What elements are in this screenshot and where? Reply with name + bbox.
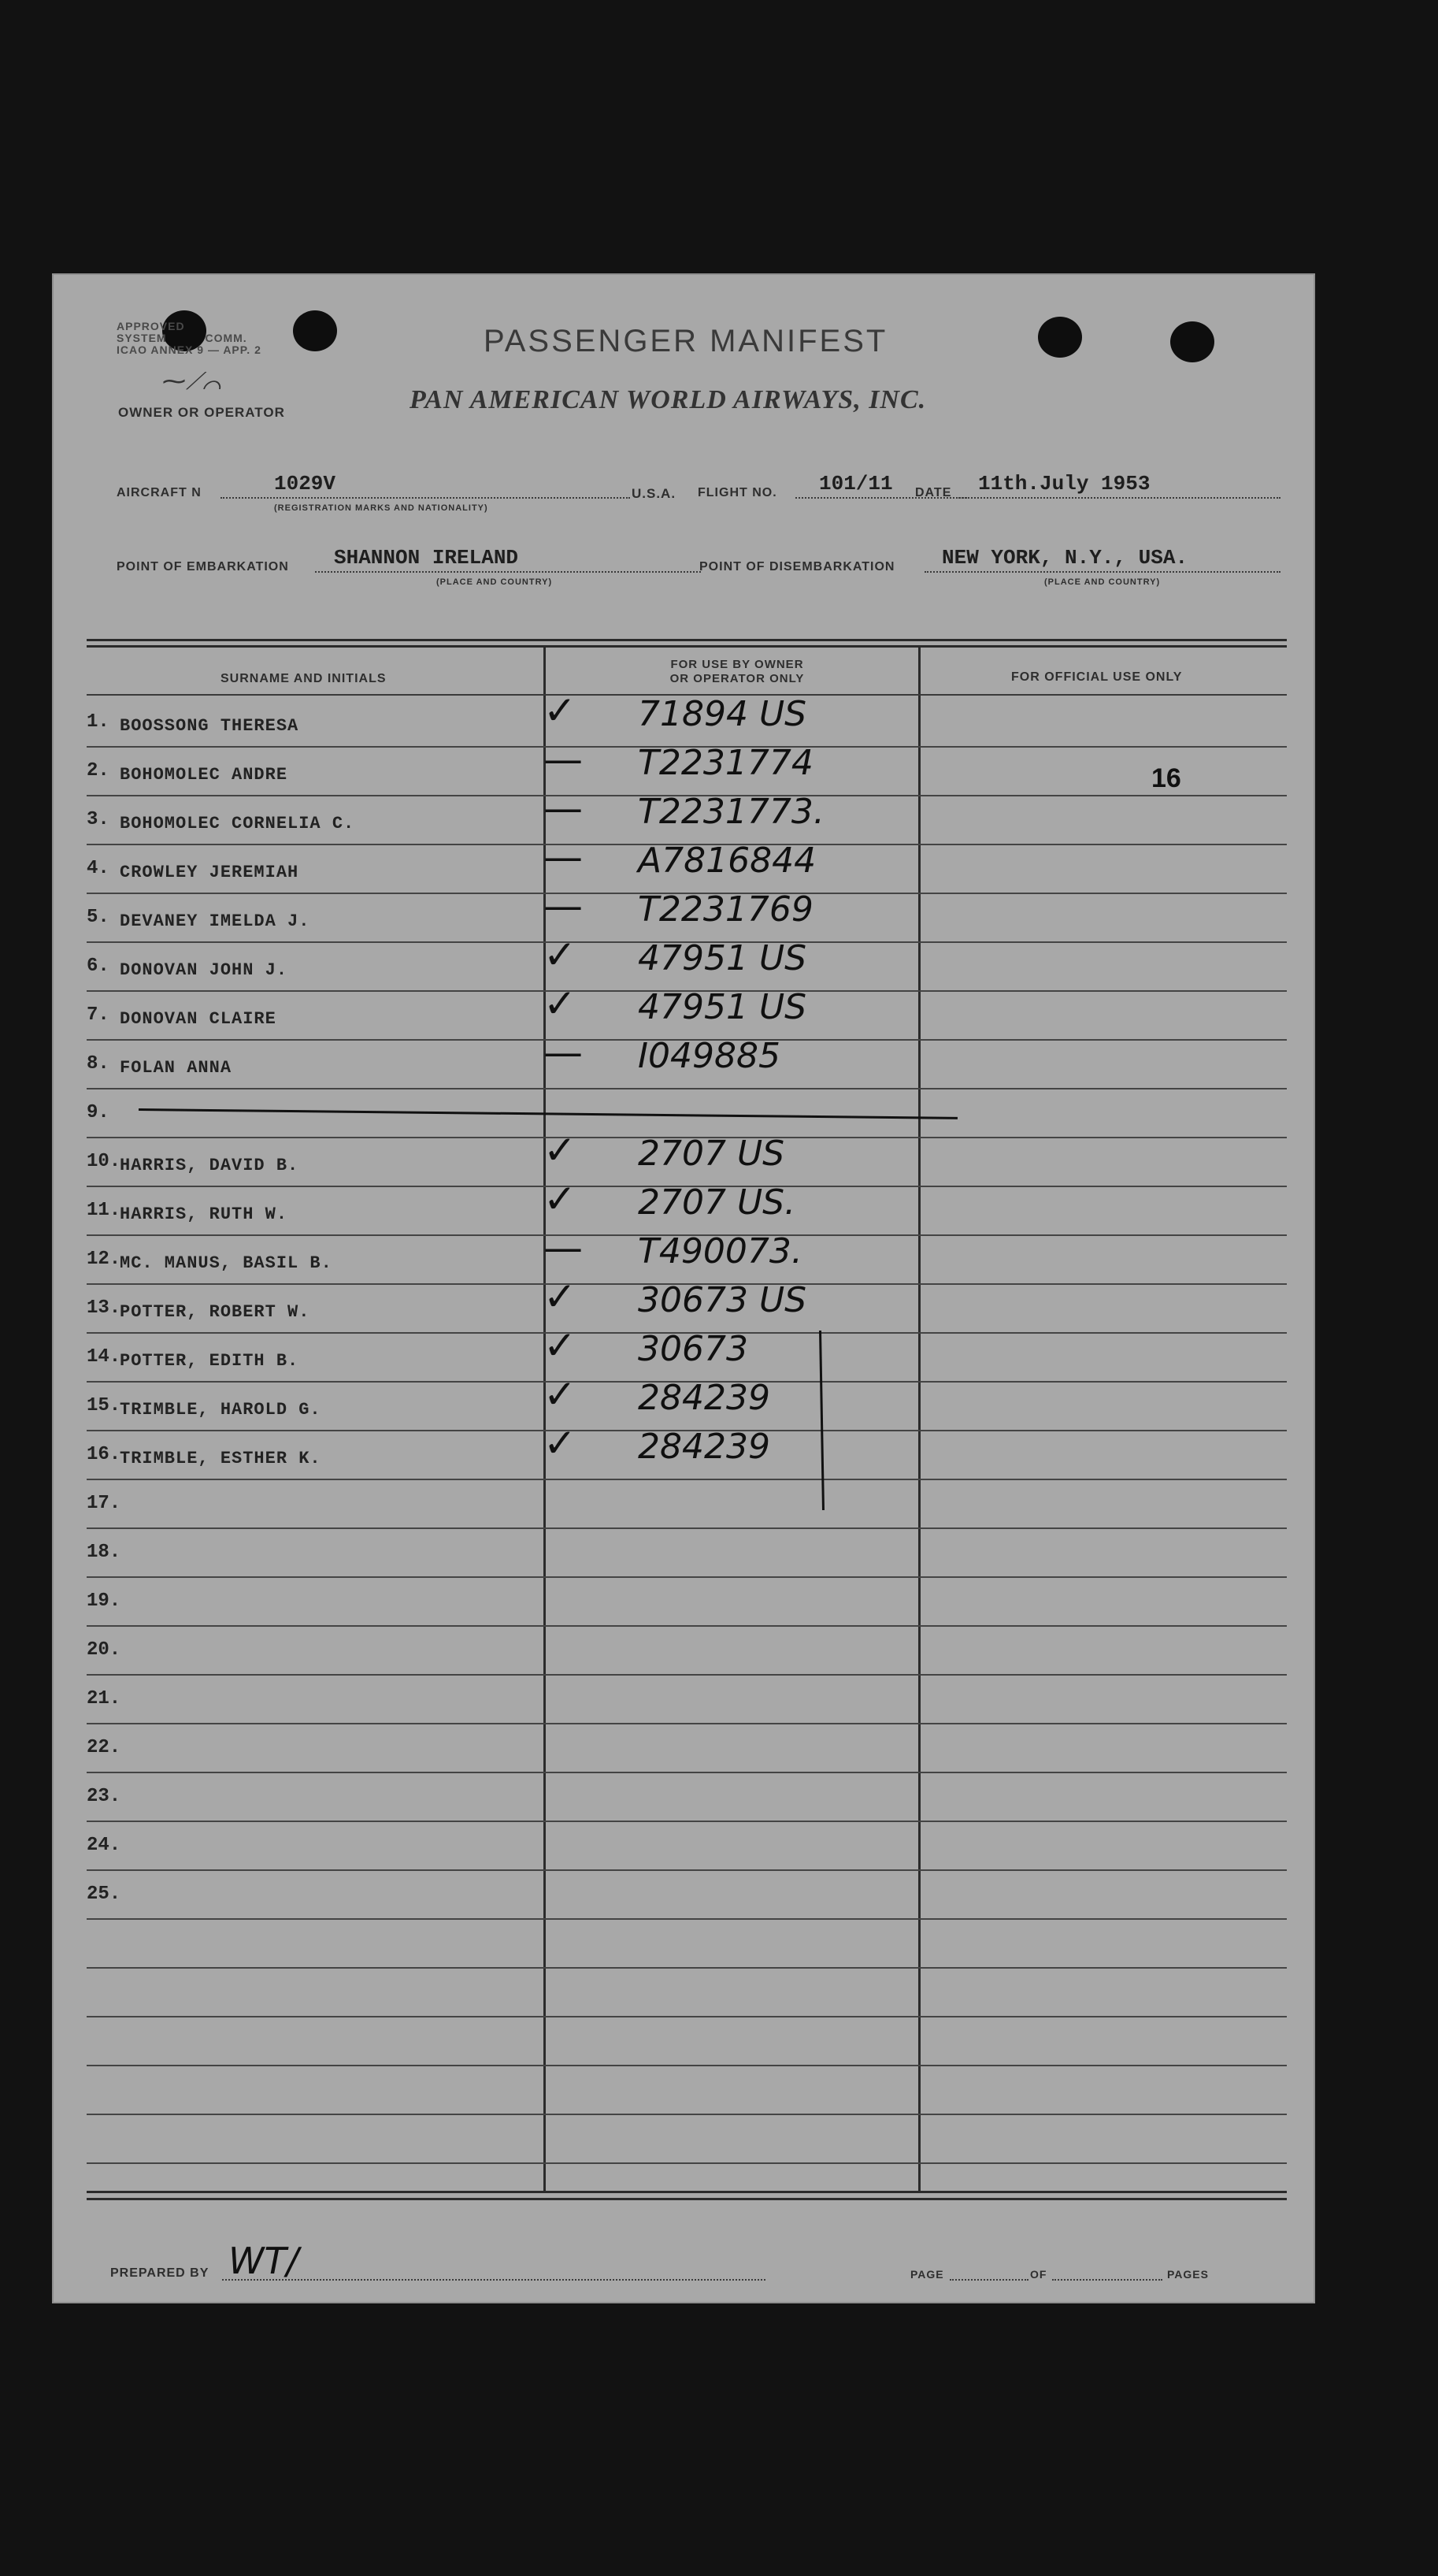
row-number: 2. xyxy=(87,760,109,781)
embarkation-label: POINT OF EMBARKATION xyxy=(117,560,289,573)
row-number: 11. xyxy=(87,1200,121,1221)
row-number: 20. xyxy=(87,1639,121,1661)
flight-value: 101/11 xyxy=(819,472,893,496)
document-number: A7816844 xyxy=(638,841,817,881)
official-count: 16 xyxy=(1151,763,1181,793)
check-mark: ✓ xyxy=(543,932,576,978)
table-row xyxy=(87,1920,1287,1969)
check-mark: — xyxy=(543,1030,583,1075)
punch-hole xyxy=(1038,317,1082,358)
row-number: 21. xyxy=(87,1688,121,1709)
check-mark: ✓ xyxy=(543,1372,576,1417)
table-row xyxy=(87,981,1287,1041)
airline-name: PAN AMERICAN WORLD AIRWAYS, INC. xyxy=(410,385,927,414)
column-header-official: FOR OFFICIAL USE ONLY xyxy=(1011,670,1183,684)
check-mark: — xyxy=(543,737,583,782)
table-row xyxy=(87,1372,1287,1431)
table-row xyxy=(87,2066,1287,2115)
document-number: 284239 xyxy=(638,1378,770,1418)
table-row xyxy=(87,2017,1287,2066)
row-number: 19. xyxy=(87,1591,121,1612)
table-row xyxy=(87,1969,1287,2017)
table-row xyxy=(87,688,1287,748)
column-header-owner-use: FOR USE BY OWNER OR OPERATOR ONLY xyxy=(669,658,805,685)
row-number: 14. xyxy=(87,1346,121,1368)
passenger-name: FOLAN ANNA xyxy=(120,1058,232,1078)
page-label: PAGE xyxy=(910,2268,944,2281)
table-row xyxy=(87,1724,1287,1773)
row-number: 4. xyxy=(87,858,109,879)
page-title: PASSENGER MANIFEST xyxy=(484,324,888,358)
owner-label: OWNER OR OPERATOR xyxy=(118,405,285,420)
passenger-name: DEVANEY IMELDA J. xyxy=(120,911,310,931)
disembarkation-sub: (PLACE AND COUNTRY) xyxy=(1044,577,1161,587)
date-label: DATE xyxy=(915,486,952,499)
table-row xyxy=(87,785,1287,845)
row-number: 15. xyxy=(87,1395,121,1416)
passenger-name: HARRIS, RUTH W. xyxy=(120,1204,288,1224)
passenger-name: DONOVAN JOHN J. xyxy=(120,960,288,980)
document-number: T2231774 xyxy=(638,743,814,783)
passenger-name: MC. MANUS, BASIL B. xyxy=(120,1253,332,1273)
of-label: OF xyxy=(1030,2268,1047,2281)
document-number: 47951 US xyxy=(638,938,807,978)
check-mark: ✓ xyxy=(543,1274,576,1320)
row-number: 23. xyxy=(87,1786,121,1807)
passenger-name: BOHOMOLEC CORNELIA C. xyxy=(120,814,355,833)
check-mark: — xyxy=(543,1225,583,1271)
prepared-by-value: WT/ xyxy=(228,2240,299,2282)
check-mark: ✓ xyxy=(543,1420,576,1466)
stamp-line: ICAO ANNEX 9 — APP. 2 xyxy=(117,343,261,356)
document-number: 30673 US xyxy=(638,1280,807,1320)
table-row xyxy=(87,1127,1287,1187)
passenger-name: POTTER, ROBERT W. xyxy=(120,1302,310,1322)
table-row xyxy=(87,1578,1287,1627)
passenger-name: TRIMBLE, HAROLD G. xyxy=(120,1400,321,1420)
table-row xyxy=(87,1420,1287,1480)
row-number: 22. xyxy=(87,1737,121,1758)
passenger-name: DONOVAN CLAIRE xyxy=(120,1009,276,1029)
row-number: 12. xyxy=(87,1249,121,1270)
row-number: 17. xyxy=(87,1493,121,1514)
row-number: 18. xyxy=(87,1542,121,1563)
aircraft-value: 1029V xyxy=(274,472,336,496)
table-row xyxy=(87,1225,1287,1285)
row-number: 1. xyxy=(87,711,109,733)
row-number: 13. xyxy=(87,1297,121,1319)
prepared-by-label: PREPARED BY xyxy=(110,2266,209,2280)
punch-hole xyxy=(293,310,337,351)
check-mark: ✓ xyxy=(543,1323,576,1368)
document-number: T2231769 xyxy=(638,889,814,930)
row-number: 5. xyxy=(87,907,109,928)
document-number: 71894 US xyxy=(638,694,807,734)
check-mark: ✓ xyxy=(543,1176,576,1222)
stamp-line: SYSTEM xyxy=(117,332,167,344)
table-row xyxy=(87,1176,1287,1236)
flight-label: FLIGHT NO. xyxy=(698,486,777,499)
row-number: 9. xyxy=(87,1102,109,1123)
table-row xyxy=(87,2115,1287,2164)
table-row xyxy=(87,1822,1287,1871)
document-number: 2707 US. xyxy=(638,1182,796,1223)
passenger-name: BOHOMOLEC ANDRE xyxy=(120,765,288,785)
passenger-name: HARRIS, DAVID B. xyxy=(120,1156,299,1175)
table-row xyxy=(87,1871,1287,1920)
row-number: 16. xyxy=(87,1444,121,1465)
passenger-name: TRIMBLE, ESTHER K. xyxy=(120,1449,321,1468)
approval-stamp xyxy=(117,321,261,356)
document-number: I049885 xyxy=(638,1036,780,1076)
stamp-line: APPROVED xyxy=(117,320,185,332)
aircraft-label: AIRCRAFT N xyxy=(117,486,202,499)
row-number: 7. xyxy=(87,1004,109,1026)
table-row xyxy=(87,737,1287,796)
row-number: 3. xyxy=(87,809,109,830)
manifest-sheet xyxy=(52,273,1315,2303)
check-mark: ✓ xyxy=(543,1127,576,1173)
check-mark: ✓ xyxy=(543,981,576,1026)
check-mark: ✓ xyxy=(543,688,576,733)
document-number: T2231773. xyxy=(638,792,825,832)
check-mark: — xyxy=(543,834,583,880)
document-number: 2707 US xyxy=(638,1134,785,1174)
table-row xyxy=(87,1676,1287,1724)
row-rule xyxy=(87,2162,1287,2164)
owner-scribble: ⁓⟋⌒ xyxy=(162,368,221,395)
row-number: 6. xyxy=(87,956,109,977)
table-row xyxy=(87,1480,1287,1529)
table-row xyxy=(87,932,1287,992)
table-row xyxy=(87,1030,1287,1089)
embarkation-value: SHANNON IRELAND xyxy=(334,546,519,570)
table-row xyxy=(87,1773,1287,1822)
punch-hole xyxy=(1170,321,1214,362)
passenger-name: BOOSSONG THERESA xyxy=(120,716,299,736)
table-row xyxy=(87,1529,1287,1578)
row-number: 10. xyxy=(87,1151,121,1172)
column-header-surname: SURNAME AND INITIALS xyxy=(221,672,387,685)
row-number: 8. xyxy=(87,1053,109,1075)
disembarkation-value: NEW YORK, N.Y., USA. xyxy=(942,546,1188,570)
country-label: U.S.A. xyxy=(632,486,676,501)
table-row xyxy=(87,834,1287,894)
table-row xyxy=(87,1323,1287,1383)
aircraft-sub: (REGISTRATION MARKS AND NATIONALITY) xyxy=(274,503,488,513)
document-number: T490073. xyxy=(638,1231,802,1271)
document-number: 30673 xyxy=(638,1329,748,1369)
row-number: 25. xyxy=(87,1884,121,1905)
row-number: 24. xyxy=(87,1835,121,1856)
embarkation-sub: (PLACE AND COUNTRY) xyxy=(436,577,553,587)
check-mark: — xyxy=(543,883,583,929)
disembarkation-label: POINT OF DISEMBARKATION xyxy=(699,560,895,573)
table-row xyxy=(87,1627,1287,1676)
check-mark: — xyxy=(543,785,583,831)
table-row xyxy=(87,1274,1287,1334)
document-number: 284239 xyxy=(638,1427,770,1467)
pages-label: PAGES xyxy=(1167,2268,1209,2281)
date-value: 11th.July 1953 xyxy=(978,472,1151,496)
passenger-name: POTTER, EDITH B. xyxy=(120,1351,299,1371)
passenger-name: CROWLEY JEREMIAH xyxy=(120,863,299,882)
table-row xyxy=(87,883,1287,943)
stamp-line: COMM. xyxy=(205,332,247,344)
document-number: 47951 US xyxy=(638,987,807,1027)
